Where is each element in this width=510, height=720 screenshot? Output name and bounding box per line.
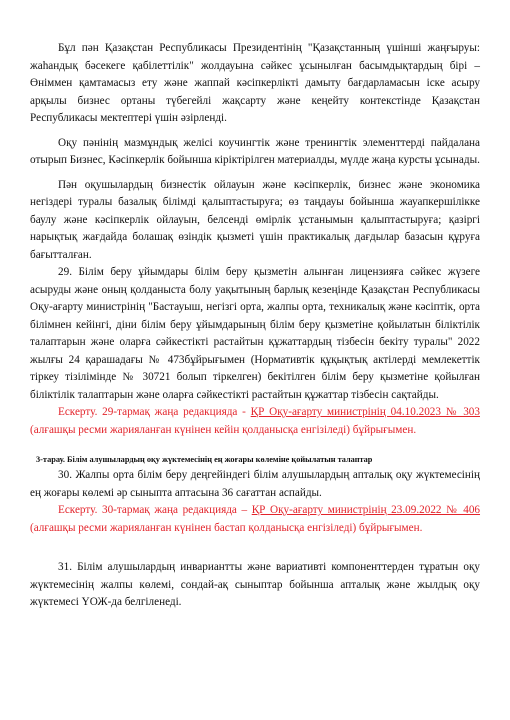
- paragraph-item-31: 31. Білім алушылардың инвариантты және вариативті компоненттерден тұратын оқу жүктемесінің жалпы көлемі, сондай-ақ сыныптар бойынша апталық және жылдық оқу жүктемесі ҮОЖ-да белгіленеді.: [30, 561, 480, 608]
- document-page: [30, 40, 480, 612]
- note-29-suffix: (алғашқы ресми жарияланған күнінен кейін қолданысқа енгізіледі) бұйрығымен.: [30, 423, 417, 436]
- amendment-note-30: [30, 502, 480, 537]
- amendment-note-29: [30, 404, 480, 439]
- paragraph-content-line: Оқу пәнінің мазмұндық желісі коучингтік және тренингтік элементтерді пайдалана отырып Бизнес, Кәсіпкерлік бойынша кіріктірілген материалды, мүлде жаңа курсты ұсынады.: [30, 136, 480, 166]
- note-30-order-link[interactable]: ҚР Оқу-ағарту министрінің 23.09.2022 № 406: [251, 504, 481, 516]
- paragraph-item-29: 29. Білім беру ұйымдары білім беру қызметін алынған лицензияға сәйкес жүзеге асыруды және оның қолданыста болу уақытының барлық кезеңінде Қазақстан Республикасы Оқу-ағарту министрінің "Бастауыш, негізгі орта, жалпы орта, техникалық және кәсіптік, орта білімнен кейінгі, діни білім беру ұйымдарының білім беру қызметіне қойылатын біліктілік талаптарын және оларға сәйкестікті растайтын құжаттардың тізбесін бекіту туралы" 2022 жылғы 24 қарашадағы № 473бұйрығымен (Нормативтік құқықтық актілерді мемлекеттік тіркеу тізілімінде № 30721 болып тіркелген) бекітілген білім беру қызметіне қойылған біліктілік талаптарын және оларға сәйкестікті растайтын құжаттар тізбесін сақтайды.: [30, 266, 480, 401]
- note-29-prefix: Ескерту. 29-тармақ жаңа редакцияда -: [58, 406, 251, 418]
- paragraph-subject-goal: Пән оқушылардың бизнестік ойлауын және кәсіпкерлік, бизнес және экономика негіздері туралы базалық білімді қалыптастыруға; өз таңдауы бойынша жауапкершілікке баулу және кәсіпкерлік ойлауын, белсенді өмірлік ұстанымын қалыптастыруға; қазіргі нарықтық жағдайда болашақ өзіндік қызметі үшін практикалық дағдылар базасын құруға бағытталған.: [30, 178, 480, 261]
- paragraph-item-30: 30. Жалпы орта білім беру деңгейіндегі білім алушылардың апталық оқу жүктемесінің ең жоғары көлемі әр сыныпта аптасына 36 сағаттан аспайды.: [30, 469, 480, 499]
- note-30-suffix: (алғашқы ресми жарияланған күнінен бастап қолданысқа енгізіледі) бұйрығымен.: [30, 521, 423, 534]
- paragraph-intro: Бұл пән Қазақстан Республикасы Президентінің "Қазақстанның үшінші жаңғыруы: жаһандық бәсекеге қабілеттілік" жолдауына сәйкес ұсынылған басымдықтардың бірі – Өніммен қамтамасыз ету және жаппай кәсіпкерлікті дамыту бағдарламасын іске асыру арқылы бизнес ортаны түбегейлі жақсарту және кеңейту контекстінде Қазақстан Республикасы мектептері үшін әзірленді.: [30, 42, 480, 124]
- note-29-order-link[interactable]: ҚР Оқу-ағарту министрінің 04.10.2023 № 303: [250, 406, 480, 418]
- section-heading-chapter-3: 3-тарау. Білім алушылардың оқу жүктемесінің ең жоғары көлеміне қойылатын талаптар: [36, 455, 373, 464]
- note-30-prefix: Ескерту. 30-тармақ жаңа редакцияда –: [58, 504, 252, 516]
